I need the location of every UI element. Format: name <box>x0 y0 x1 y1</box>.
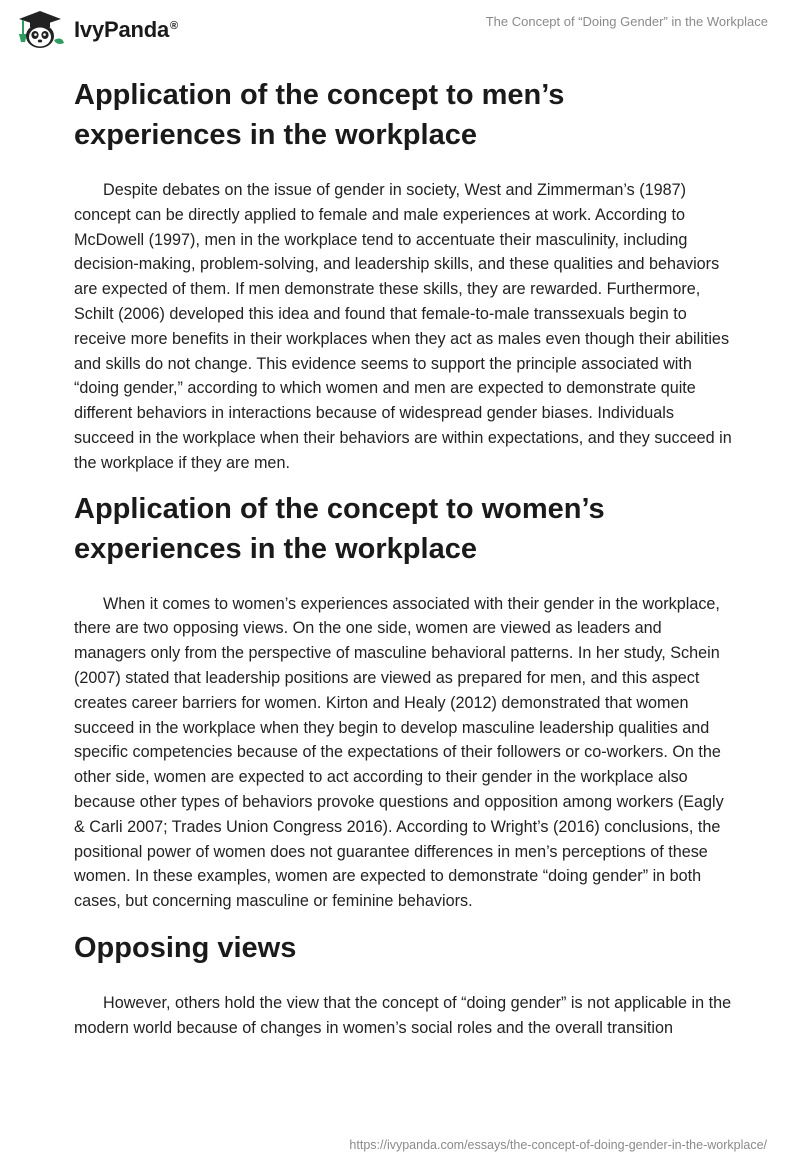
brand-name: IvyPanda® <box>74 17 178 42</box>
section-heading-opposing-views: Opposing views <box>74 931 297 964</box>
essay-body <box>74 72 734 1041</box>
section-paragraph-women: When it comes to women’s experiences associated with their gender in the workplace, there are two opposing views. On the one side, women are viewed as leaders and managers only from the perspective of masculine behavioral patterns. In her study, Schein (2007) stated that leadership positions are viewed as prepared for men, and this aspect creates career barriers for women. Kirton and Healy (2012) demonstrated that women succeed in the workplace when they begin to develop masculine leadership qualities and specific competencies because of the expectations of their followers or co-workers. On the other side, women are expected to act according to their gender in the workplace also because other types of behaviors provoke questions and opposition among workers (Eagly & Carli 2007; Trades Union Congress 2016). According to Wright’s (2016) conclusions, the positional power of women does not guarantee differences in men’s perceptions of these women. In these examples, women are expected to demonstrate “doing gender” in both cases, but concerning masculine or feminine behaviors. <box>74 594 724 911</box>
registered-mark: ® <box>170 19 178 32</box>
section-heading-women: Application of the concept to women’s experiences in the workplace <box>74 492 605 565</box>
source-url-link[interactable]: https://ivypanda.com/essays/the-concept-of-doing-gender-in-the-workplace/ <box>349 1138 767 1152</box>
section-paragraph-men: Despite debates on the issue of gender in society, West and Zimmerman’s (1987) concept can be directly applied to female and male experiences at work. According to McDowell (1997), men in the workplace tend to accentuate their masculinity, including decision-making, problem-solving, and leadership skills, and these qualities and behaviors are expected of them. If men demonstrate these skills, they are rewarded. Furthermore, Schilt (2006) developed this idea and found that female-to-male transsexuals begin to receive more benefits in their workplaces when they act as males even though their abilities and skills do not change. This evidence seems to support the principle associated with “doing gender,” according to which women and men are expected to demonstrate quite different behaviors in interactions because of widespread gender biases. Individuals succeed in the workplace when their behaviors are within expectations, and they succeed in the workplace if they are men. <box>74 181 732 472</box>
section-heading-men: Application of the concept to men’s experiences in the workplace <box>74 79 565 151</box>
ivypanda-logo[interactable] <box>14 10 178 50</box>
page-header <box>0 0 800 60</box>
section-paragraph-opposing-views: However, others hold the view that the concept of “doing gender” is not applicable in the modern world because of changes in women’s social roles and the overall transition <box>74 993 732 1037</box>
document-title: The Concept of “Doing Gender” in the Workplace <box>485 14 768 29</box>
panda-graduate-icon <box>14 10 66 50</box>
